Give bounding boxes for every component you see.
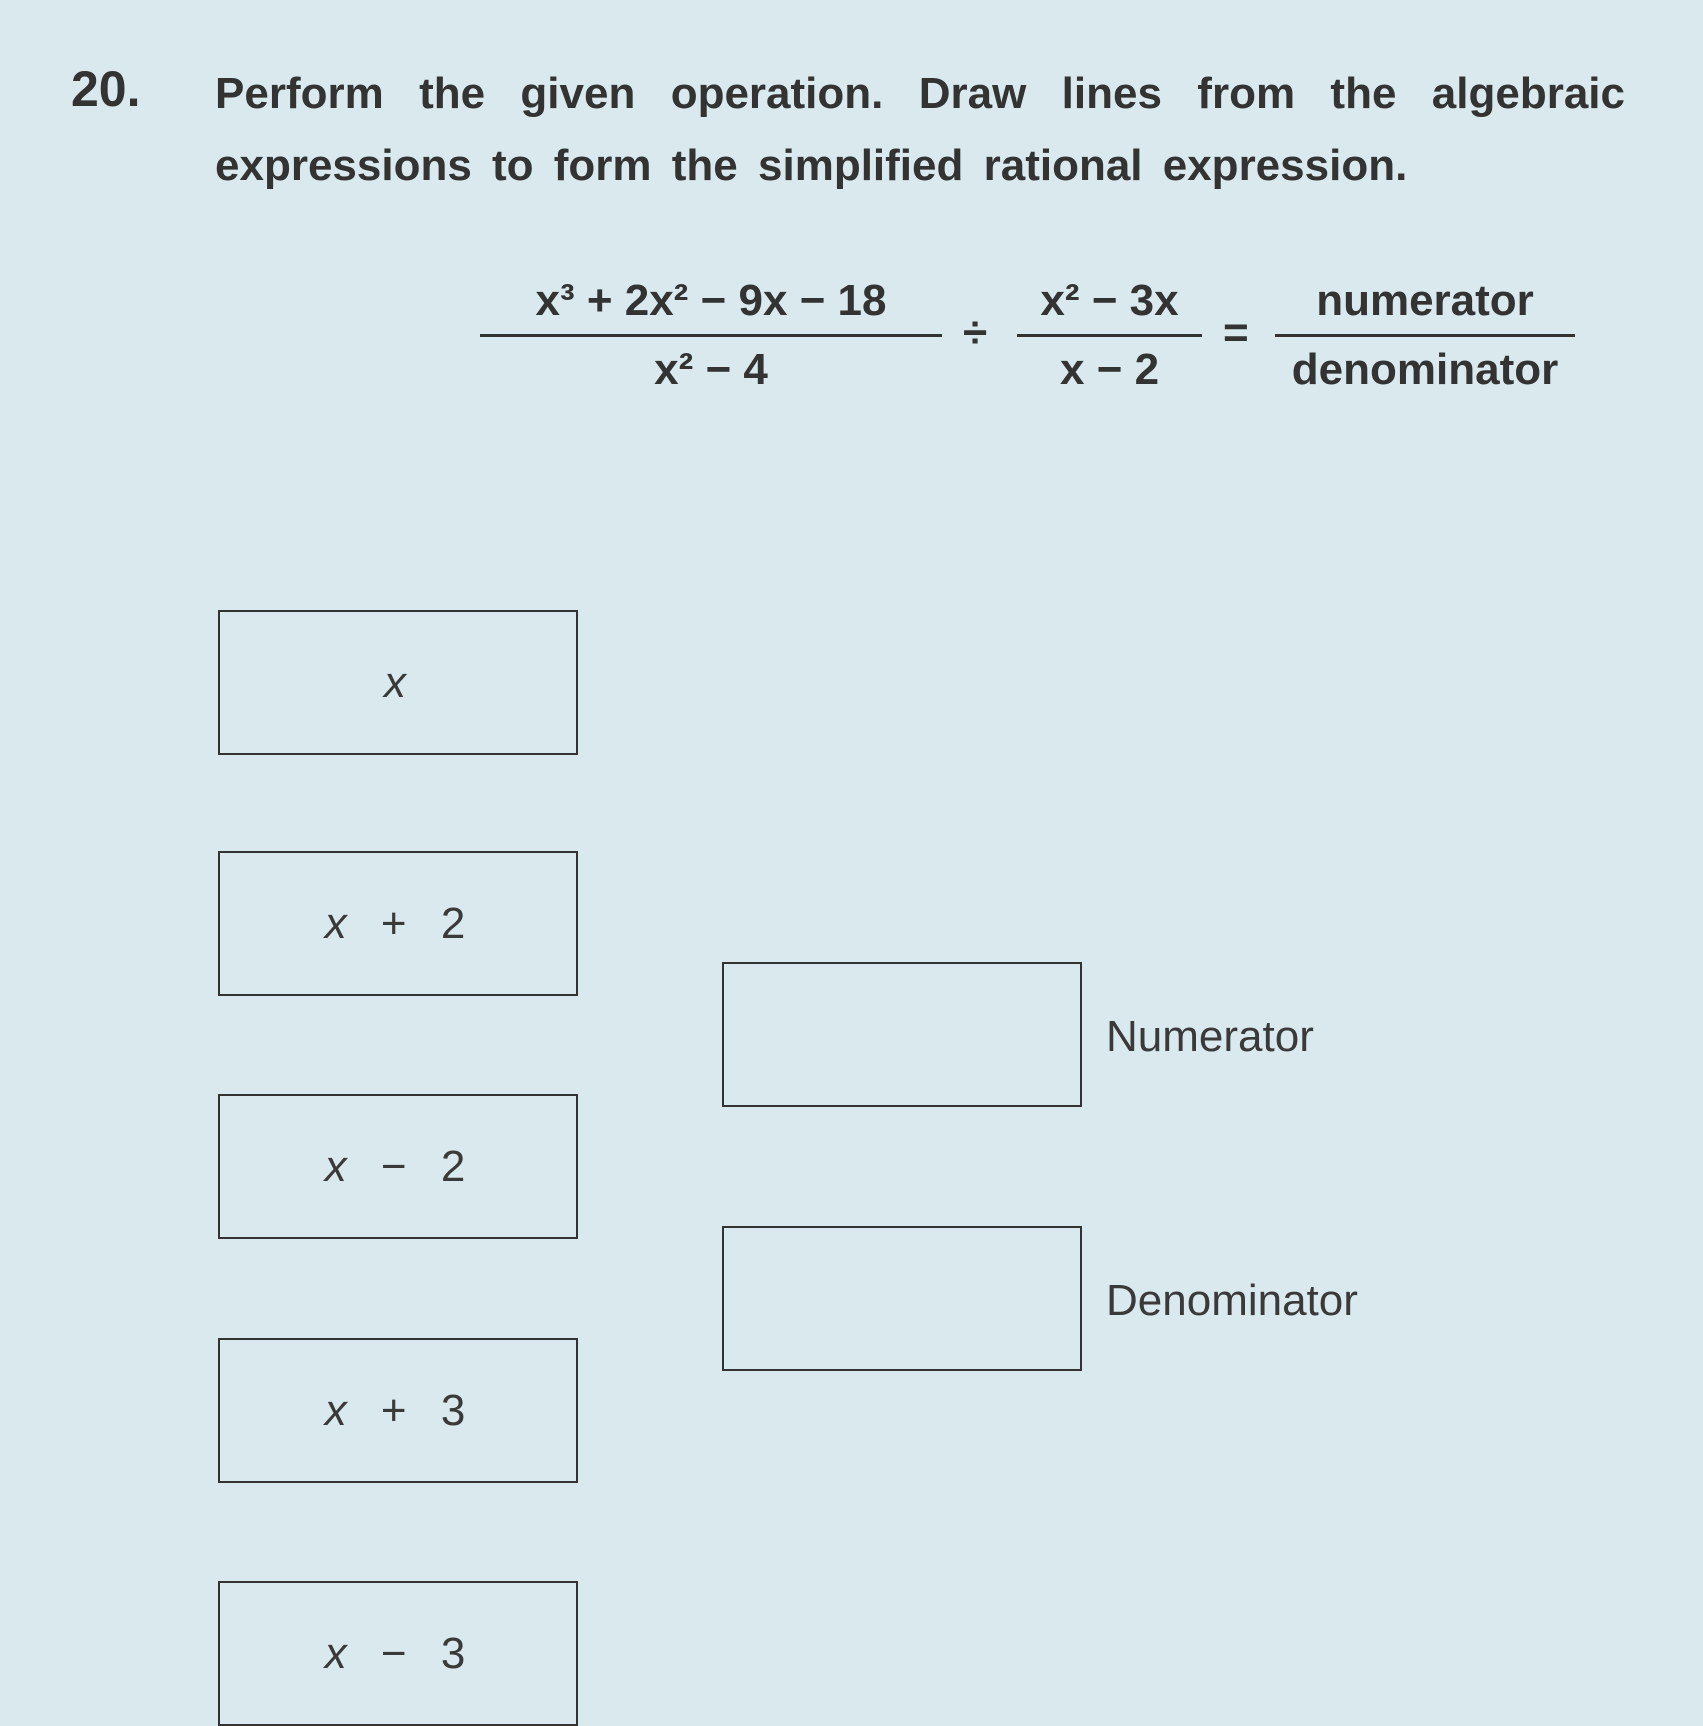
option-box-x[interactable] — [218, 610, 578, 755]
fraction-2-numerator: x² − 3x — [1040, 276, 1179, 325]
option-box-x-minus-2[interactable] — [218, 1094, 578, 1239]
fraction-2-bar — [1017, 334, 1202, 337]
option-expression: x + 3 — [324, 1385, 472, 1435]
denominator-label: Denominator — [1106, 1276, 1358, 1325]
option-box-x-plus-3[interactable] — [218, 1338, 578, 1483]
prompt-line-1: Perform the given operation. Draw lines from the algebraic — [215, 69, 1625, 118]
result-fraction — [1275, 272, 1575, 399]
fraction-1-numerator: x³ + 2x² − 9x − 18 — [535, 276, 887, 325]
numerator-label: Numerator — [1106, 1012, 1314, 1061]
fraction-1-denominator: x² − 4 — [654, 345, 768, 394]
denominator-answer-box[interactable] — [722, 1226, 1082, 1371]
option-expression: x − 3 — [324, 1628, 472, 1678]
option-box-x-minus-3[interactable] — [218, 1581, 578, 1726]
question-prompt — [215, 58, 1625, 202]
question-number: 20. — [71, 61, 141, 117]
option-expression: x — [384, 657, 412, 707]
option-box-x-plus-2[interactable] — [218, 851, 578, 996]
equals-sign: = — [1223, 308, 1249, 357]
divide-operator: ÷ — [963, 308, 988, 357]
option-expression: x − 2 — [324, 1141, 472, 1191]
prompt-line-2: expressions to form the simplified rational expression. — [215, 141, 1408, 190]
fraction-1 — [480, 272, 942, 399]
result-bar — [1275, 334, 1575, 337]
equation — [480, 272, 1590, 402]
result-numerator: numerator — [1316, 276, 1534, 325]
result-denominator: denominator — [1291, 345, 1559, 394]
fraction-2-denominator: x − 2 — [1059, 345, 1160, 394]
numerator-answer-box[interactable] — [722, 962, 1082, 1107]
fraction-2 — [1017, 272, 1202, 399]
fraction-1-bar — [480, 334, 942, 337]
option-expression: x + 2 — [324, 898, 472, 948]
